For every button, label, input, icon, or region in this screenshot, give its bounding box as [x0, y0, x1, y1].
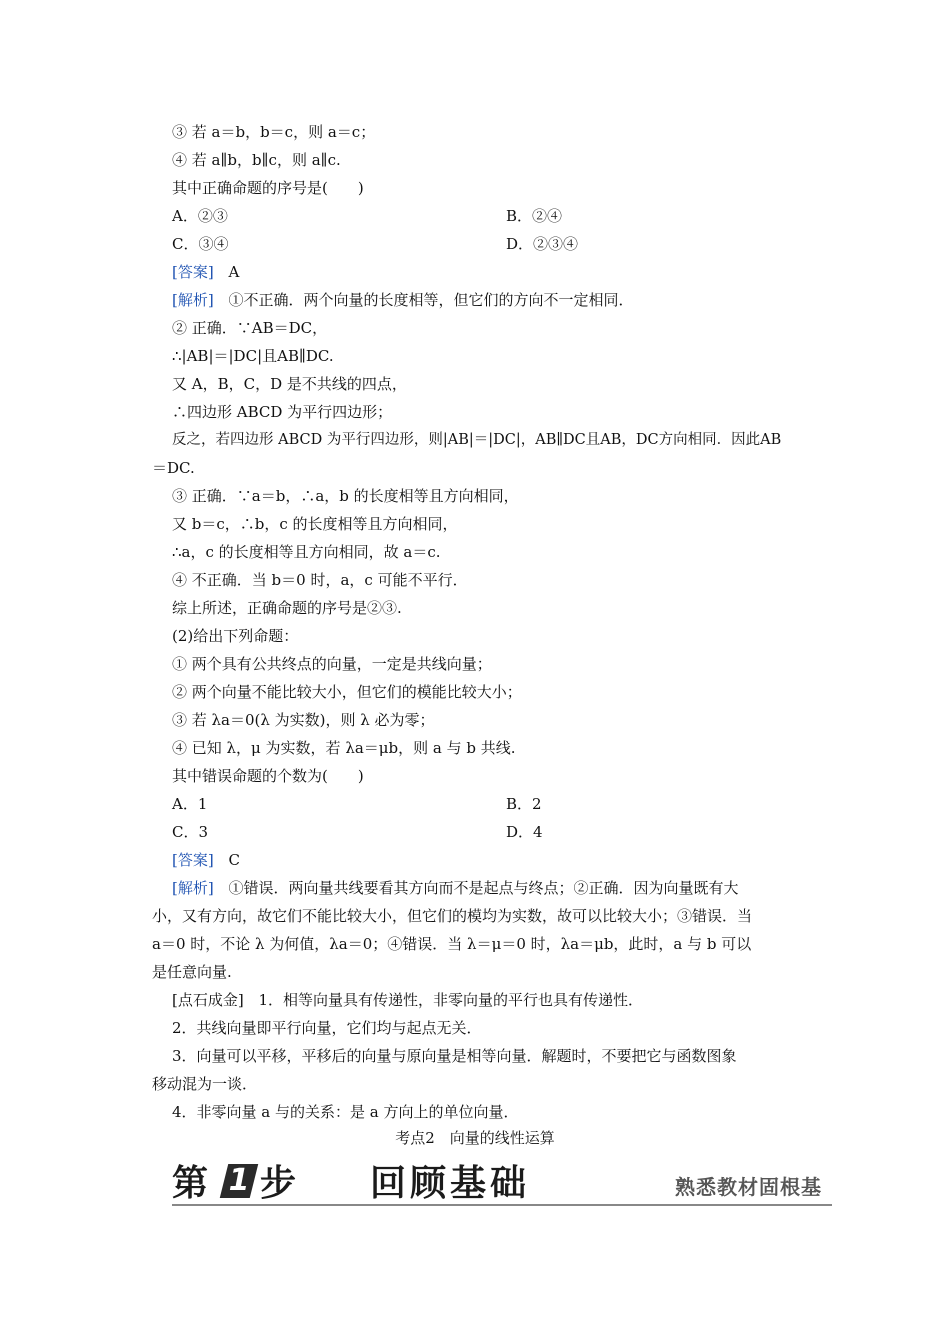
- tips-item-2: 2．共线向量即平行向量，它们均与起点无关．: [172, 1019, 482, 1037]
- q2-answer: C: [228, 851, 240, 869]
- tips-line-1: [172, 990, 643, 1010]
- tips-tag: [点石成金]: [172, 991, 244, 1009]
- q2-question: 其中错误命题的个数为( ): [172, 767, 364, 785]
- q1-analysis-line-4: 又 A，B，C，D 是不共线的四点，: [172, 375, 407, 393]
- q2-item-1: ① 两个具有公共终点的向量，一定是共线向量；: [172, 655, 492, 673]
- q2-answer-line: [172, 850, 240, 870]
- q1-analysis-line-11: ④ 不正确．当 b＝0 时，a，c 可能不平行．: [172, 571, 468, 589]
- q1-option-a: A．②③: [172, 207, 228, 225]
- q2-answer-tag: [答案]: [172, 851, 214, 869]
- q1-analysis-line-2: ② 正确．∵AB＝DC，: [172, 319, 328, 337]
- tips-item-1: 1．相等向量具有传递性，非零向量的平行也具有传递性．: [258, 991, 644, 1009]
- q1-option-b: B．②④: [506, 207, 563, 225]
- tips-item-4: 4．非零向量 a 与的关系：是 a 方向上的单位向量．: [172, 1103, 519, 1121]
- tips-item-3: 3．向量可以平移，平移后的向量与原向量是相等向量．解题时，不要把它与函数图象: [172, 1047, 737, 1065]
- q1-analysis-line-12: 综上所述，正确命题的序号是②③.: [172, 599, 402, 617]
- q1-analysis-text: ①不正确．两个向量的长度相等，但它们的方向不一定相同．: [228, 291, 634, 309]
- q2-analysis-tag: [解析]: [172, 879, 214, 897]
- q1-answer-line: [172, 262, 239, 282]
- q1-answer: A: [228, 263, 240, 281]
- q1-option-c: C．③④: [172, 235, 229, 253]
- q2-item-2: ② 两个向量不能比较大小，但它们的模能比较大小；: [172, 683, 522, 701]
- q1-question: 其中正确命题的序号是( ): [172, 179, 364, 197]
- q2-item-3: ③ 若 λa＝0(λ 为实数)，则 λ 必为零；: [172, 711, 435, 729]
- q1-analysis-line-1: [172, 290, 634, 310]
- tips-item-3-cont: 移动混为一谈．: [152, 1075, 258, 1093]
- q1-analysis-line-9: 又 b＝c，∴b，c 的长度相等且方向相同，: [172, 515, 458, 533]
- q1-analysis-line-8: ③ 正确．∵a＝b，∴a，b 的长度相等且方向相同，: [172, 487, 519, 505]
- q1-option-d: D．②③④: [506, 235, 579, 253]
- q2-analysis-line-3: a＝0 时，不论 λ 为何值，λa＝0；④错误．当 λ＝μ＝0 时，λa＝μb，此时，a 与 b 可以: [152, 935, 752, 953]
- q1-item-4: ④ 若 a∥b，b∥c，则 a∥c.: [172, 151, 341, 169]
- q1-item-3: ③ 若 a＝b，b＝c，则 a＝c；: [172, 123, 376, 141]
- q2-intro: (2)给出下列命题：: [172, 627, 299, 645]
- q2-analysis-line-4: 是任意向量.: [152, 963, 232, 981]
- q2-option-b: B．2: [506, 795, 542, 813]
- q2-option-d: D．4: [506, 823, 543, 841]
- step-banner: [172, 1160, 832, 1210]
- q2-analysis-line-2: 小，又有方向，故它们不能比较大小，但它们的模均为实数，故可以比较大小；③错误．当: [152, 907, 753, 925]
- banner-step-number: 1: [228, 1163, 250, 1198]
- q1-analysis-line-3: ∴|AB|＝|DC|且AB∥DC.: [172, 347, 334, 365]
- q2-analysis-text: ①错误．两向量共线要看其方向而不是起点与终点；②正确．因为向量既有大: [228, 879, 739, 897]
- q1-analysis-line-10: ∴a，c 的长度相等且方向相同，故 a＝c.: [172, 543, 441, 561]
- q1-analysis-tag: [解析]: [172, 291, 214, 309]
- q2-option-c: C．3: [172, 823, 209, 841]
- q2-item-4: ④ 已知 λ，μ 为实数，若 λa＝μb，则 a 与 b 共线.: [172, 739, 516, 757]
- q1-answer-tag: [答案]: [172, 263, 214, 281]
- q2-analysis-line-1: [172, 878, 739, 898]
- q2-option-a: A．1: [172, 795, 208, 813]
- banner-suffix: 步: [260, 1163, 297, 1204]
- q1-analysis-line-5: ∴四边形 ABCD 为平行四边形；: [172, 403, 393, 421]
- section-title: 考点2 向量的线性运算: [395, 1129, 555, 1147]
- banner-title: 回顾基础: [370, 1163, 531, 1204]
- banner-subtitle: 熟悉教材固根基: [675, 1175, 822, 1199]
- q1-analysis-line-6: 反之，若四边形 ABCD 为平行四边形，则|AB|＝|DC|，AB∥DC且AB，DC方向相同．因此AB: [172, 432, 782, 448]
- banner-rule: [172, 1204, 832, 1206]
- banner-prefix: 第: [172, 1163, 209, 1204]
- q1-analysis-line-7: ＝DC.: [152, 459, 195, 477]
